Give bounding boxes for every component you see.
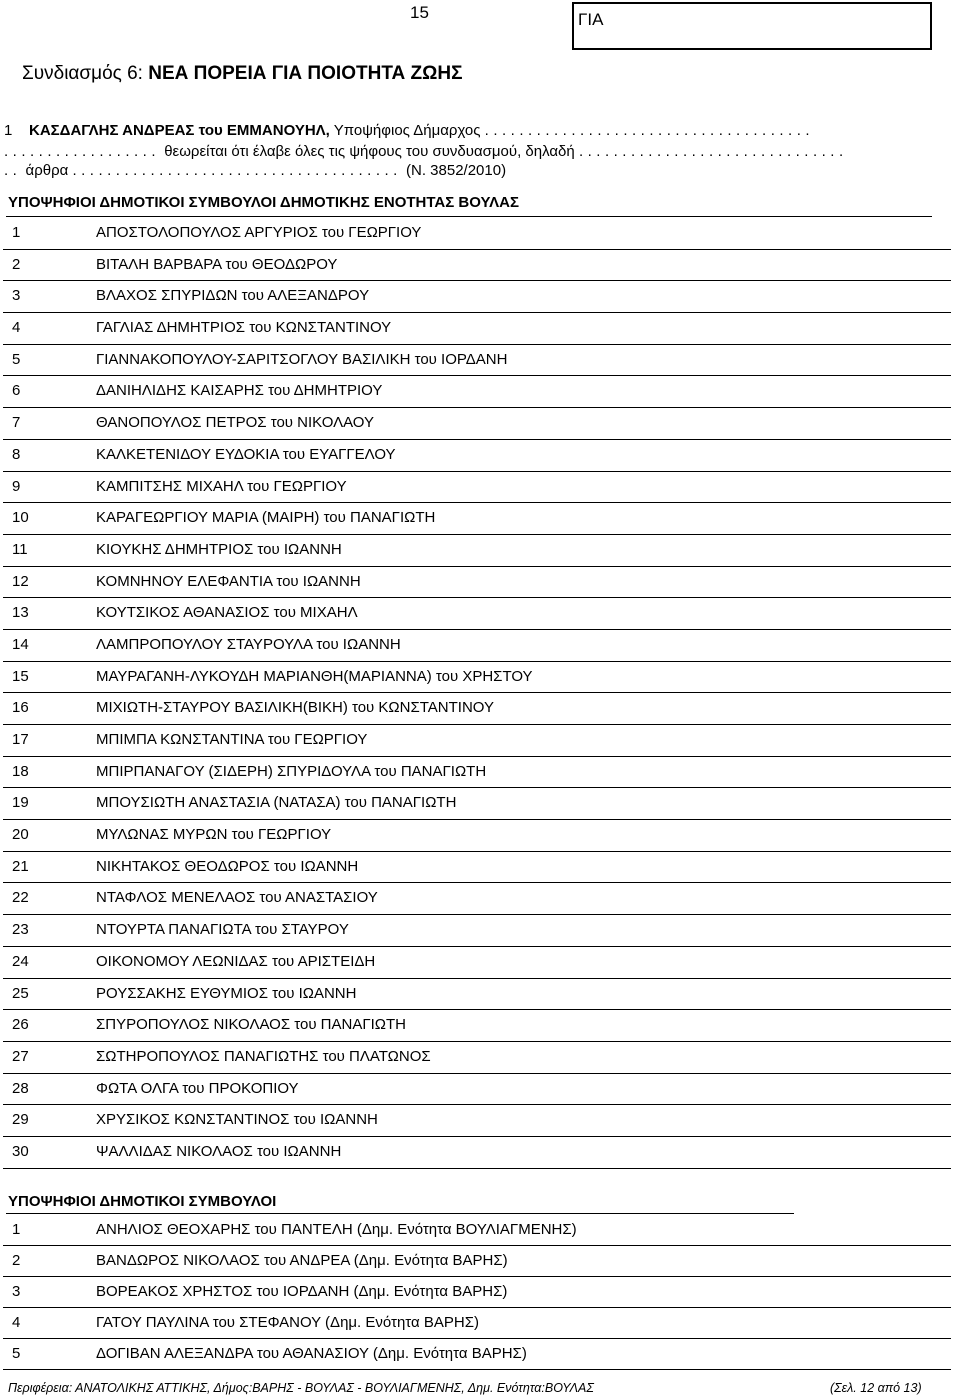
row-number: 23 (12, 921, 29, 939)
candidate-name: ΑΝΗΛΙΟΣ ΘΕΟΧΑΡΗΣ του ΠΑΝΤΕΛΗ (Δημ. Ενότητα ΒΟΥΛΙΑΓΜΕΝΗΣ) (96, 1221, 577, 1238)
mayor-votes-text: θεωρείται ότι έλαβε όλες τις ψήφους του συνδυασμού, δηλαδή (164, 143, 575, 160)
coalition-title (22, 63, 462, 85)
candidate-name: ΑΠΟΣΤΟΛΟΠΟΥΛΟΣ ΑΡΓΥΡΙΟΣ του ΓΕΩΡΓΙΟΥ (96, 224, 422, 241)
table-row (3, 979, 951, 1011)
row-number: 30 (12, 1142, 29, 1160)
row-number: 9 (12, 477, 21, 495)
mayor-number: 1 (4, 122, 13, 139)
row-number: 3 (12, 1283, 21, 1300)
mayor-role: Υποψήφιος Δήμαρχος (333, 122, 481, 139)
header-box (572, 2, 932, 50)
footer-page-count: (Σελ. 12 από 13) (830, 1381, 922, 1395)
candidate-name: ΚΑΜΠΙΤΣΗΣ ΜΙΧΑΗΛ του ΓΕΩΡΓΙΟΥ (96, 477, 347, 495)
leader-dots: ............................... (578, 143, 848, 160)
table-row (3, 503, 951, 535)
row-number: 15 (12, 667, 29, 685)
table-row (3, 408, 951, 440)
section-heading-unit: ΥΠΟΨΗΦΙΟΙ ΔΗΜΟΤΙΚΟΙ ΣΥΜΒΟΥΛΟΙ ΔΗΜΟΤΙΚΗΣ ΕΝΟΤΗΤΑΣ ΒΟΥΛΑΣ (8, 194, 519, 211)
candidate-name: ΓΑΤΟΥ ΠΑΥΛΙΝΑ του ΣΤΕΦΑΝΟΥ (Δημ. Ενότητα ΒΑΡΗΣ) (96, 1314, 479, 1331)
table-row (3, 250, 951, 282)
header-box-label: ΓΙΑ (578, 10, 604, 29)
mayor-law-reference: (Ν. 3852/2010) (406, 162, 507, 179)
table-row (3, 1277, 951, 1308)
councillors-unit-table (3, 218, 951, 1169)
table-row (3, 725, 951, 757)
row-number: 2 (12, 1252, 21, 1269)
candidate-name: ΚΑΛΚΕΤΕΝΙΔΟΥ ΕΥΔΟΚΙΑ του ΕΥΑΓΓΕΛΟΥ (96, 445, 396, 463)
row-number: 14 (12, 635, 29, 653)
candidate-name: ΡΟΥΣΣΑΚΗΣ ΕΥΘΥΜΙΟΣ του ΙΩΑΝΝΗ (96, 984, 357, 1002)
candidate-name: ΝΙΚΗΤΑΚΟΣ ΘΕΟΔΩΡΟΣ του ΙΩΑΝΝΗ (96, 857, 359, 875)
mayor-line-1 (4, 122, 952, 139)
table-row (3, 947, 951, 979)
row-number: 28 (12, 1079, 29, 1097)
candidate-name: ΚΟΜΝΗΝΟΥ ΕΛΕΦΑΝΤΙΑ του ΙΩΑΝΝΗ (96, 572, 361, 590)
table-row (3, 693, 951, 725)
candidate-name: ΝΤΟΥΡΤΑ ΠΑΝΑΓΙΩΤΑ του ΣΤΑΥΡΟΥ (96, 921, 349, 939)
row-number: 7 (12, 414, 21, 432)
row-number: 4 (12, 319, 21, 337)
table-row (3, 567, 951, 599)
row-number: 1 (12, 1221, 21, 1238)
row-number: 6 (12, 382, 21, 400)
table-row (3, 281, 951, 313)
table-row (3, 820, 951, 852)
table-row (3, 1010, 951, 1042)
row-number: 20 (12, 826, 29, 844)
row-number: 3 (12, 287, 21, 305)
table-row (3, 1215, 951, 1246)
row-number: 17 (12, 731, 29, 748)
candidate-name: ΨΑΛΛΙΔΑΣ ΝΙΚΟΛΑΟΣ του ΙΩΑΝΝΗ (96, 1142, 342, 1160)
row-number: 26 (12, 1016, 29, 1034)
candidate-name: ΔΟΓΙΒΑΝ ΑΛΕΞΑΝΔΡΑ του ΑΘΑΝΑΣΙΟΥ (Δημ. Ενότητα ΒΑΡΗΣ) (96, 1345, 527, 1362)
row-number: 27 (12, 1047, 29, 1065)
candidate-name: ΣΩΤΗΡΟΠΟΥΛΟΣ ΠΑΝΑΓΙΩΤΗΣ του ΠΛΑΤΩΝΟΣ (96, 1047, 431, 1065)
candidate-name: ΜΑΥΡΑΓΑΝΗ-ΛΥΚΟΥΔΗ ΜΑΡΙΑΝΘΗ(ΜΑΡΙΑΝΝΑ) του ΧΡΗΣΤΟΥ (96, 667, 533, 685)
candidate-name: ΜΠΙΜΠΑ ΚΩΝΣΤΑΝΤΙΝΑ του ΓΕΩΡΓΙΟΥ (96, 731, 368, 748)
table-row (3, 883, 951, 915)
candidate-name: ΜΥΛΩΝΑΣ ΜΥΡΩΝ του ΓΕΩΡΓΙΟΥ (96, 826, 332, 844)
candidate-name: ΣΠΥΡΟΠΟΥΛΟΣ ΝΙΚΟΛΑΟΣ του ΠΑΝΑΓΙΩΤΗ (96, 1016, 406, 1034)
row-number: 2 (12, 255, 21, 273)
candidate-name: ΘΑΝΟΠΟΥΛΟΣ ΠΕΤΡΟΣ του ΝΙΚΟΛΑΟΥ (96, 414, 374, 432)
row-number: 16 (12, 699, 29, 717)
table-row (3, 440, 951, 472)
row-number: 4 (12, 1314, 21, 1331)
candidate-name: ΜΠΙΡΠΑΝΑΓΟΥ (ΣΙΔΕΡΗ) ΣΠΥΡΙΔΟΥΛΑ του ΠΑΝΑΓΙΩΤΗ (96, 762, 487, 780)
table-row (3, 1105, 951, 1137)
leader-dots: ...................................... (72, 162, 402, 179)
table-row (3, 630, 951, 662)
table-row (3, 313, 951, 345)
table-row (3, 852, 951, 884)
candidate-name: ΓΙΑΝΝΑΚΟΠΟΥΛΟΥ-ΣΑΡΙΤΣΟΓΛΟΥ ΒΑΣΙΛΙΚΗ του ΙΟΡΔΑΝΗ (96, 350, 508, 368)
candidate-name: ΒΑΝΔΩΡΟΣ ΝΙΚΟΛΑΟΣ του ΑΝΔΡΕΑ (Δημ. Ενότητα ΒΑΡΗΣ) (96, 1252, 508, 1269)
candidate-name: ΚΙΟΥΚΗΣ ΔΗΜΗΤΡΙΟΣ του ΙΩΑΝΝΗ (96, 540, 342, 558)
leader-dots: .. (4, 162, 22, 179)
section-rule (6, 216, 932, 217)
table-row (3, 1246, 951, 1277)
mayor-line-3 (4, 162, 952, 179)
footer-region-info: Περιφέρεια: ΑΝΑΤΟΛΙΚΗΣ ΑΤΤΙΚΗΣ, Δήμος:ΒΑΡΗΣ - ΒΟΥΛΑΣ - ΒΟΥΛΙΑΓΜΕΝΗΣ, Δημ. Ενότητα:ΒΟΥΛΑΣ (8, 1381, 594, 1395)
table-row (3, 1042, 951, 1074)
table-row (3, 598, 951, 630)
row-number: 25 (12, 984, 29, 1002)
table-row (3, 345, 951, 377)
table-row (3, 376, 951, 408)
section-rule (6, 1213, 794, 1214)
table-row (3, 915, 951, 947)
candidate-name: ΔΑΝΙΗΛΙΔΗΣ ΚΑΙΣΑΡΗΣ του ΔΗΜΗΤΡΙΟΥ (96, 382, 383, 400)
candidate-name: ΚΑΡΑΓΕΩΡΓΙΟΥ ΜΑΡΙΑ (ΜΑΙΡΗ) του ΠΑΝΑΓΙΩΤΗ (96, 509, 436, 527)
table-row (3, 535, 951, 567)
candidate-name: ΓΑΓΛΙΑΣ ΔΗΜΗΤΡΙΟΣ του ΚΩΝΣΤΑΝΤΙΝΟΥ (96, 319, 392, 337)
candidate-name: ΜΠΟΥΣΙΩΤΗ ΑΝΑΣΤΑΣΙΑ (ΝΑΤΑΣΑ) του ΠΑΝΑΓΙΩΤΗ (96, 794, 457, 812)
table-row (3, 1074, 951, 1106)
candidate-name: ΒΙΤΑΛΗ ΒΑΡΒΑΡΑ του ΘΕΟΔΩΡΟΥ (96, 255, 338, 273)
candidate-name: ΛΑΜΠΡΟΠΟΥΛΟΥ ΣΤΑΥΡΟΥΛΑ του ΙΩΑΝΝΗ (96, 635, 401, 653)
row-number: 11 (12, 540, 28, 558)
leader-dots: ...................................... (484, 122, 815, 139)
candidate-name: ΒΛΑΧΟΣ ΣΠΥΡΙΔΩΝ του ΑΛΕΞΑΝΔΡΟΥ (96, 287, 370, 305)
mayor-name: ΚΑΣΔΑΓΛΗΣ ΑΝΔΡΕΑΣ του ΕΜΜΑΝΟΥΗΛ, (29, 122, 330, 139)
row-number: 1 (12, 224, 21, 241)
candidate-name: ΚΟΥΤΣΙΚΟΣ ΑΘΑΝΑΣΙΟΣ του ΜΙΧΑΗΛ (96, 604, 358, 622)
leader-dots: .................. (4, 143, 161, 160)
coalition-name: ΝΕΑ ΠΟΡΕΙΑ ΓΙΑ ΠΟΙΟΤΗΤΑ ΖΩΗΣ (148, 63, 463, 84)
row-number: 5 (12, 1345, 21, 1362)
row-number: 18 (12, 762, 29, 780)
row-number: 24 (12, 952, 29, 970)
mayor-line-2 (4, 143, 952, 160)
row-number: 29 (12, 1111, 29, 1129)
candidate-name: ΧΡΥΣΙΚΟΣ ΚΩΝΣΤΑΝΤΙΝΟΣ του ΙΩΑΝΝΗ (96, 1111, 378, 1129)
candidate-name: ΟΙΚΟΝΟΜΟΥ ΛΕΩΝΙΔΑΣ του ΑΡΙΣΤΕΙΔΗ (96, 952, 376, 970)
candidate-name: ΒΟΡΕΑΚΟΣ ΧΡΗΣΤΟΣ του ΙΟΡΔΑΝΗ (Δημ. Ενότητα ΒΑΡΗΣ) (96, 1283, 508, 1300)
table-row (3, 662, 951, 694)
candidate-name: ΝΤΑΦΛΟΣ ΜΕΝΕΛΑΟΣ του ΑΝΑΣΤΑΣΙΟΥ (96, 889, 378, 907)
coalition-prefix: Συνδιασμός 6: (22, 63, 149, 84)
row-number: 8 (12, 445, 21, 463)
mayor-articles-text: άρθρα (25, 162, 69, 179)
table-row (3, 218, 951, 250)
row-number: 13 (12, 604, 29, 622)
table-row (3, 1308, 951, 1339)
page-number: 15 (410, 3, 429, 22)
row-number: 19 (12, 794, 29, 812)
councillors-table (3, 1215, 951, 1370)
table-row (3, 472, 951, 504)
section-heading-general: ΥΠΟΨΗΦΙΟΙ ΔΗΜΟΤΙΚΟΙ ΣΥΜΒΟΥΛΟΙ (8, 1193, 277, 1210)
row-number: 12 (12, 572, 29, 590)
candidate-name: ΜΙΧΙΩΤΗ-ΣΤΑΥΡΟΥ ΒΑΣΙΛΙΚΗ(ΒΙΚΗ) του ΚΩΝΣΤΑΝΤΙΝΟΥ (96, 699, 494, 717)
row-number: 5 (12, 350, 21, 368)
candidate-name: ΦΩΤΑ ΟΛΓΑ του ΠΡΟΚΟΠΙΟΥ (96, 1079, 299, 1097)
row-number: 22 (12, 889, 29, 907)
row-number: 21 (12, 857, 29, 875)
table-row (3, 788, 951, 820)
row-number: 10 (12, 509, 29, 527)
table-row (3, 757, 951, 789)
table-row (3, 1339, 951, 1370)
table-row (3, 1137, 951, 1169)
